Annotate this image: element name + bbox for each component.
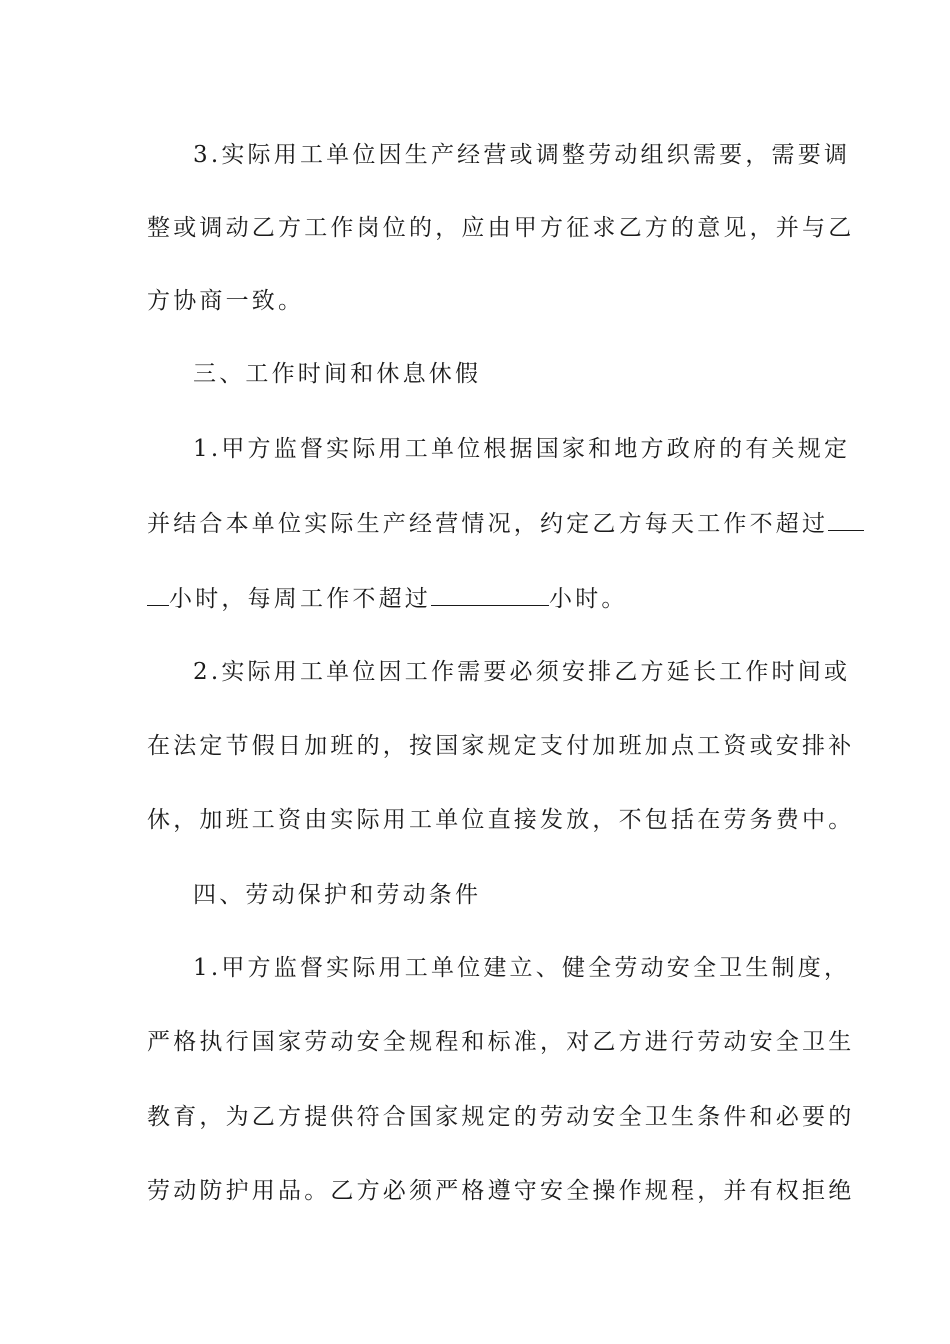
paragraph-4-line-2: 严格执行国家劳动安全规程和标准，对乙方进行劳动安全卫生 xyxy=(147,1029,855,1055)
section-heading-labor-protection: 四、劳动保护和劳动条件 xyxy=(193,882,482,908)
paragraph-1-line-3-text-a: 小时，每周工作不超过 xyxy=(169,586,431,612)
paragraph-2-line-3: 休，加班工资由实际用工单位直接发放，不包括在劳务费中。 xyxy=(147,807,855,833)
fill-blank-daily-hours-start xyxy=(828,508,864,531)
paragraph-1-line-2-text: 并结合本单位实际生产经营情况，约定乙方每天工作不超过 xyxy=(147,511,829,537)
paragraph-2-line-1: 2.实际用工单位因工作需要必须安排乙方延长工作时间或 xyxy=(193,659,851,685)
paragraph-3-line-3: 方协商一致。 xyxy=(147,288,305,314)
fill-blank-daily-hours-end xyxy=(147,583,169,606)
paragraph-3-line-1: 3.实际用工单位因生产经营或调整劳动组织需要，需要调 xyxy=(193,142,851,168)
paragraph-3-line-2: 整或调动乙方工作岗位的，应由甲方征求乙方的意见，并与乙 xyxy=(147,215,855,241)
paragraph-1-line-3-text-b: 小时。 xyxy=(549,586,628,612)
paragraph-1-line-2 xyxy=(147,508,864,539)
paragraph-1-line-1: 1.甲方监督实际用工单位根据国家和地方政府的有关规定 xyxy=(193,436,851,462)
paragraph-4-line-4: 劳动防护用品。乙方必须严格遵守安全操作规程，并有权拒绝 xyxy=(147,1178,855,1204)
paragraph-2-line-2: 在法定节假日加班的，按国家规定支付加班加点工资或安排补 xyxy=(147,733,855,759)
paragraph-4-line-3: 教育，为乙方提供符合国家规定的劳动安全卫生条件和必要的 xyxy=(147,1104,855,1130)
section-heading-work-hours: 三、工作时间和休息休假 xyxy=(193,361,482,387)
fill-blank-weekly-hours xyxy=(431,583,549,606)
paragraph-1-line-3 xyxy=(147,583,628,614)
paragraph-4-line-1: 1.甲方监督实际用工单位建立、健全劳动安全卫生制度， xyxy=(193,955,851,981)
